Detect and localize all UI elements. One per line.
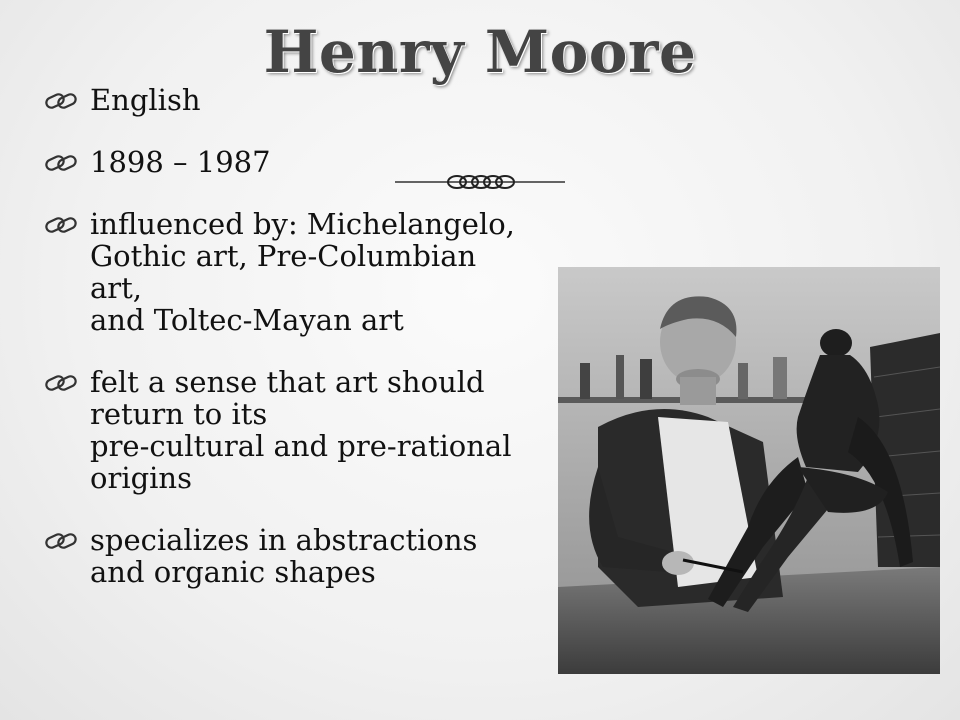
bullet-line: and Toltec-Mayan art: [90, 303, 404, 337]
double-link-icon: [44, 373, 80, 393]
bullet-line: felt a sense that art should: [90, 365, 485, 399]
bullet-item: [44, 208, 559, 336]
bullet-line: specializes in abstractions: [90, 523, 478, 557]
bullet-item: [44, 366, 559, 494]
bullet-line: influenced by: Michelangelo,: [90, 207, 515, 241]
bullet-line: origins: [90, 461, 192, 495]
double-link-icon: [44, 531, 80, 551]
bullet-list: [44, 84, 559, 618]
sculptor-working-on-figure-photo: [558, 267, 940, 674]
double-link-icon: [44, 215, 80, 235]
double-link-icon: [44, 91, 80, 111]
bullet-line: art,: [90, 271, 143, 305]
bullet-line: Gothic art, Pre-Columbian: [90, 239, 477, 273]
bullet-line: return to its: [90, 397, 268, 431]
bullet-item: [44, 524, 559, 588]
bullet-line: English: [90, 83, 201, 117]
double-link-icon: [44, 153, 80, 173]
bullet-item: [44, 84, 559, 116]
sculptor-photo: [558, 267, 940, 674]
bullet-item: [44, 146, 559, 178]
bullet-line: and organic shapes: [90, 555, 376, 589]
bullet-line: pre-cultural and pre-rational: [90, 429, 512, 463]
bullet-line: 1898 – 1987: [90, 145, 271, 179]
slide-title: Henry Moore: [263, 18, 697, 86]
